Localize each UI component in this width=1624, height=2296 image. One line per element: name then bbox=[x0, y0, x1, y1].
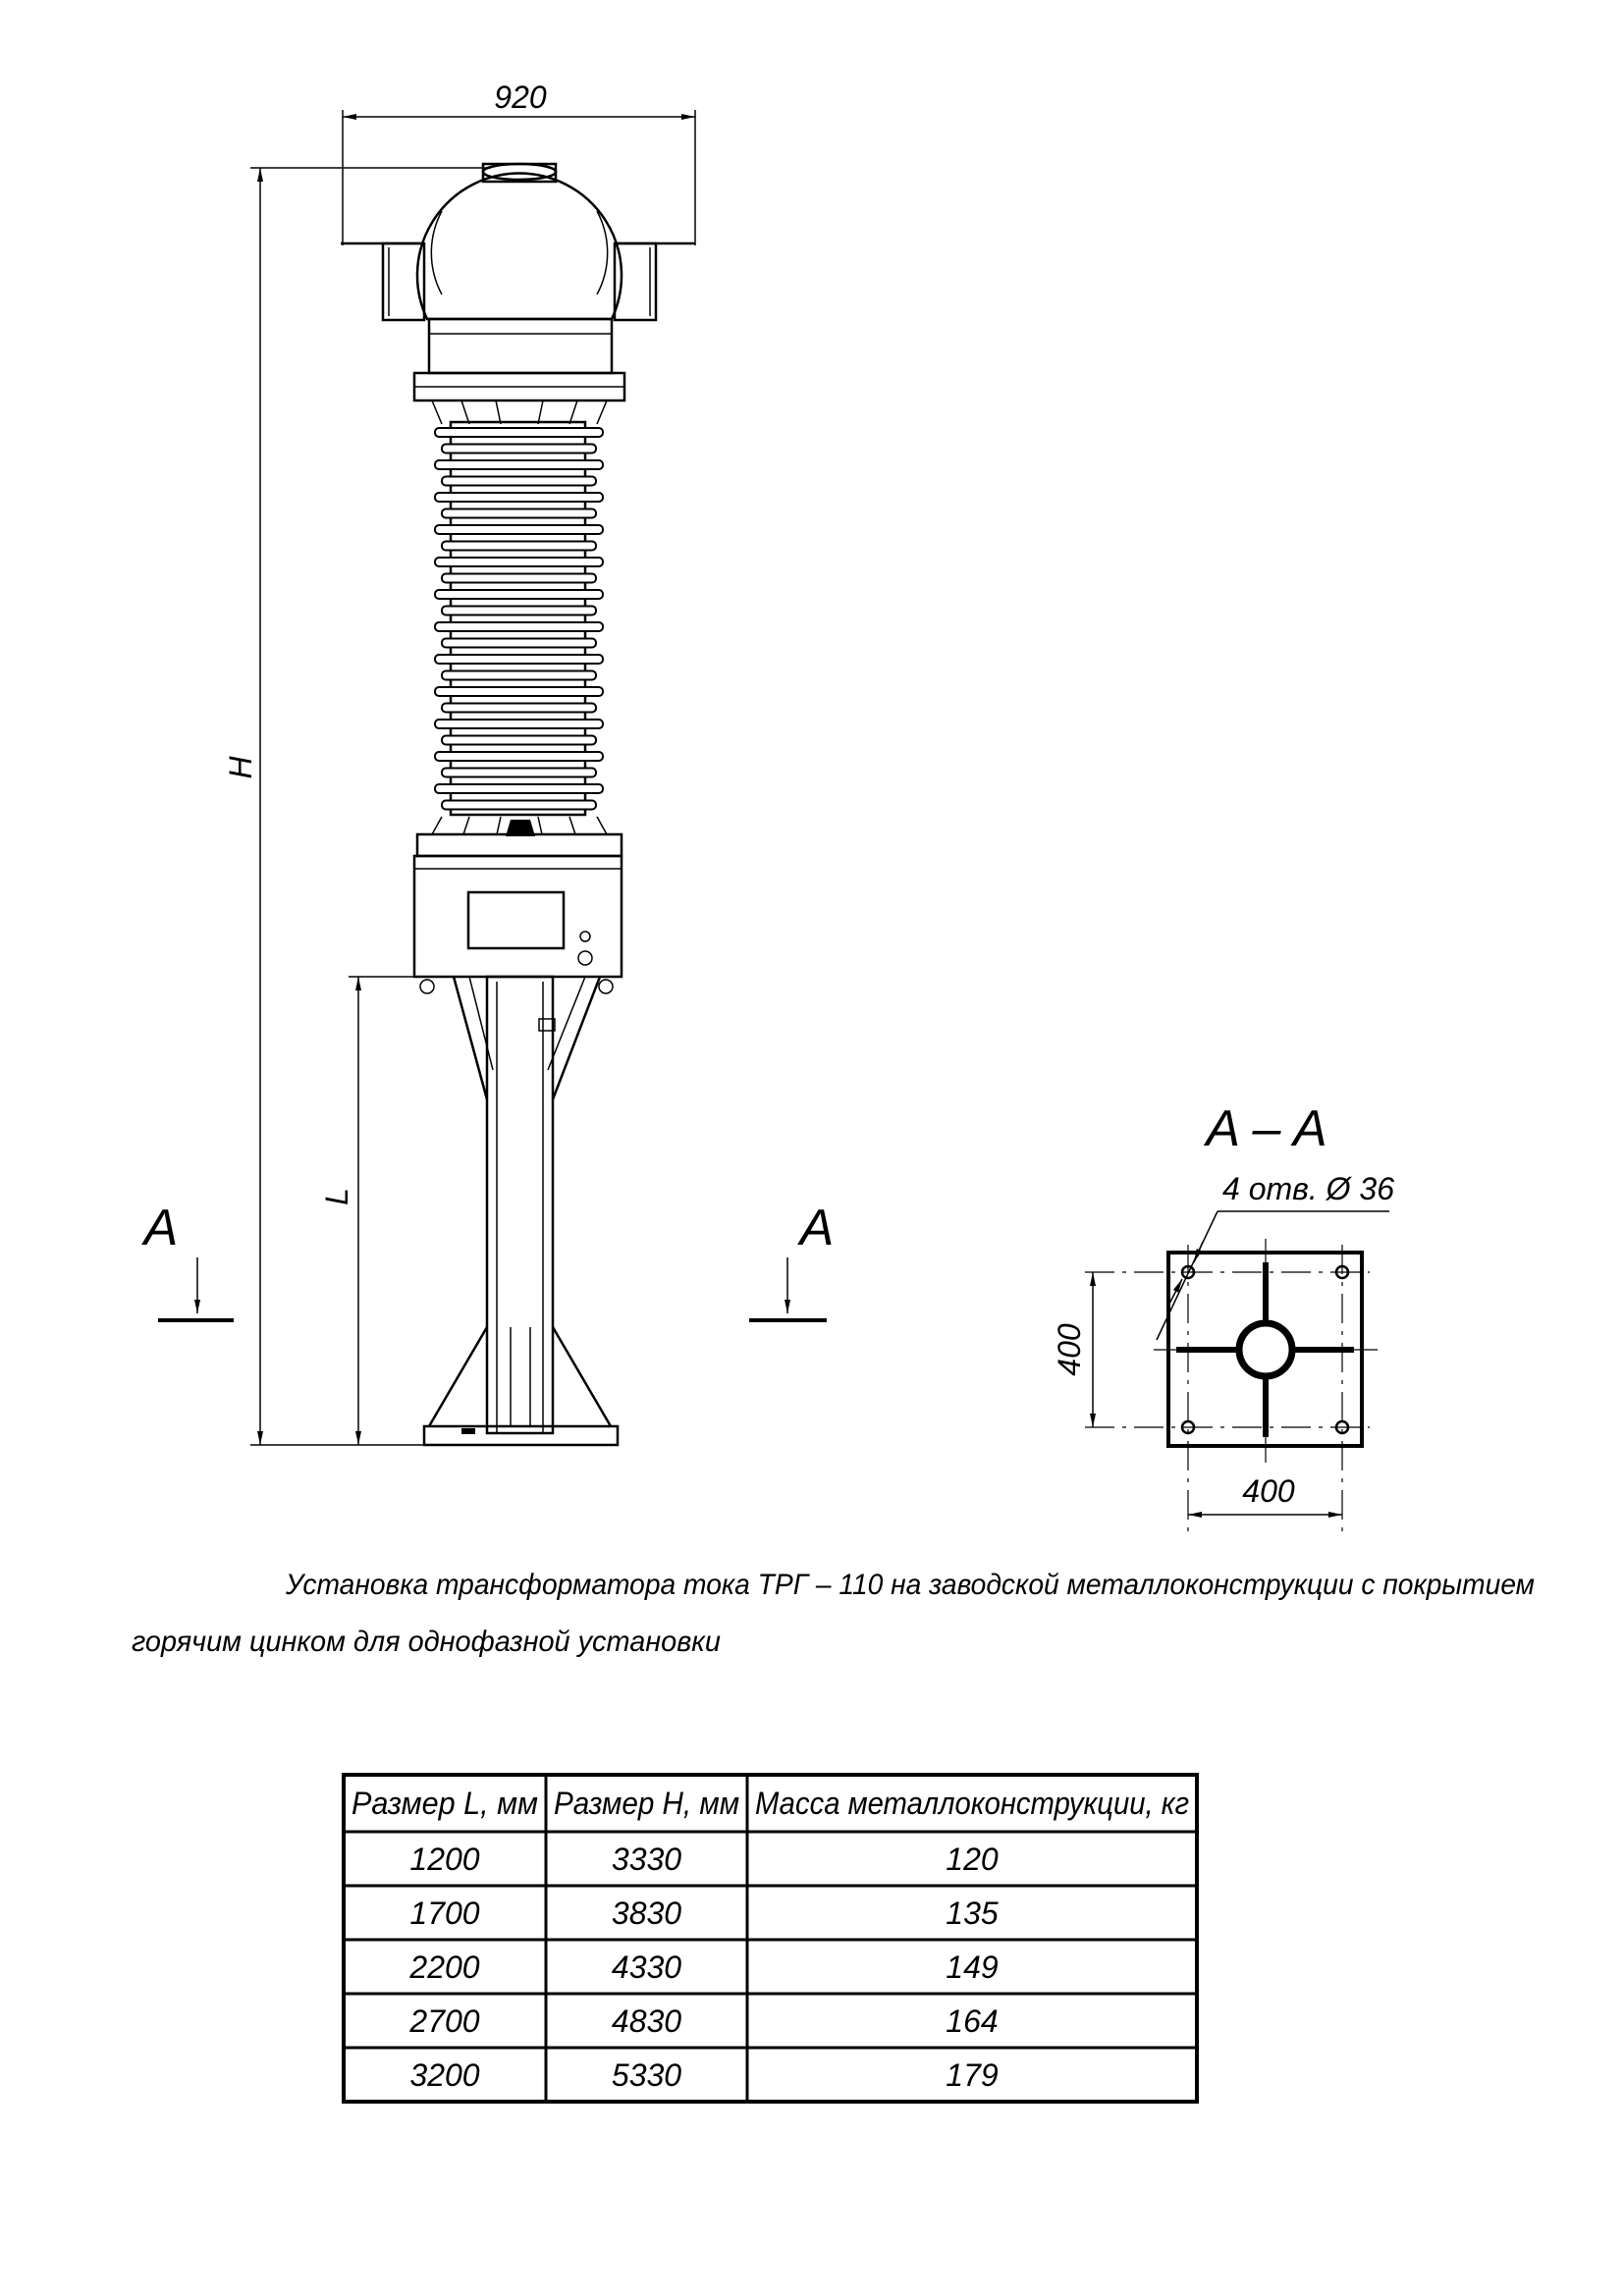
insulator-shed bbox=[435, 590, 603, 599]
insulator-shed bbox=[435, 622, 603, 631]
bolt-icon bbox=[580, 932, 590, 941]
insulator-shed bbox=[442, 542, 596, 551]
table-cell: 3830 bbox=[611, 1896, 682, 1931]
spec-table bbox=[344, 1775, 1197, 2102]
width-dim-label: 920 bbox=[494, 80, 547, 115]
transformer-view bbox=[341, 164, 695, 1445]
insulator-shed bbox=[442, 736, 596, 745]
dome bbox=[417, 174, 622, 319]
caption-line-2: горячим цинком для однофазной установки bbox=[132, 1626, 722, 1658]
table-header-cell: Размер H, мм bbox=[554, 1786, 740, 1821]
bolt-icon bbox=[578, 951, 592, 965]
nameplate bbox=[468, 892, 564, 948]
table-row bbox=[409, 2057, 998, 2093]
table-cell: 4330 bbox=[611, 1949, 682, 1985]
table-cell: 164 bbox=[946, 2003, 999, 2039]
plate-width-dim: 400 bbox=[1242, 1473, 1295, 1509]
table-row bbox=[409, 1842, 998, 1877]
width-dimension bbox=[343, 80, 695, 245]
terminal-bracket-right bbox=[615, 243, 695, 320]
insulator-shed bbox=[442, 445, 596, 454]
section-marker-left bbox=[141, 1200, 234, 1320]
insulator-shed bbox=[442, 639, 596, 648]
holes-note: 4 отв. Ø 36 bbox=[1222, 1171, 1394, 1206]
insulator-shed bbox=[435, 752, 603, 761]
insulator-shed bbox=[435, 720, 603, 728]
support-structure bbox=[424, 977, 618, 1445]
table-row bbox=[409, 1896, 998, 1931]
height-dim-label: H bbox=[223, 756, 258, 779]
insulator-shed bbox=[435, 558, 603, 566]
insulator-shed bbox=[435, 525, 603, 534]
table-cell: 3330 bbox=[611, 1842, 682, 1877]
table-cell: 5330 bbox=[611, 2057, 682, 2093]
table-cell: 3200 bbox=[409, 2057, 480, 2093]
lower-flange bbox=[417, 834, 622, 856]
insulator-shed bbox=[442, 607, 596, 615]
insulator-shed bbox=[442, 509, 596, 518]
terminal-bracket-left bbox=[341, 243, 424, 320]
insulator-shed bbox=[442, 801, 596, 810]
table-row bbox=[408, 2003, 998, 2039]
insulator-shed bbox=[442, 574, 596, 583]
table-cell: 149 bbox=[946, 1949, 999, 1985]
insulator-shed bbox=[442, 704, 596, 713]
insulator-shed bbox=[435, 460, 603, 469]
section-mark-right-label: A bbox=[799, 1200, 835, 1256]
insulator-sheds bbox=[435, 428, 603, 810]
plate-height-dim: 400 bbox=[1052, 1323, 1087, 1376]
pillar-section bbox=[1239, 1323, 1292, 1376]
table-cell: 2200 bbox=[409, 1949, 480, 1985]
table-cell: 1700 bbox=[409, 1896, 480, 1931]
table-cell: 2700 bbox=[409, 2003, 480, 2039]
insulator-shed bbox=[435, 687, 603, 696]
leg-dimension bbox=[319, 977, 422, 1445]
insulator-shed bbox=[442, 769, 596, 777]
section-title: A – A bbox=[1206, 1100, 1327, 1157]
table-cell: 135 bbox=[946, 1896, 999, 1931]
section-view bbox=[1052, 1100, 1394, 1531]
collar bbox=[429, 319, 612, 373]
table-cell: 1200 bbox=[409, 1842, 480, 1877]
leg-dim-label: L bbox=[319, 1188, 354, 1205]
table-row bbox=[408, 1949, 998, 1985]
table-cell: 179 bbox=[946, 2057, 999, 2093]
insulator-shed bbox=[435, 428, 603, 437]
table-cell: 120 bbox=[946, 1842, 999, 1877]
table-cell: 4830 bbox=[611, 2003, 682, 2039]
caption-line-1: Установка трансформатора тока ТРГ – 110 на заводской металлоконструкции с покрытием bbox=[285, 1569, 1535, 1601]
section-marker-right bbox=[749, 1200, 834, 1320]
insulator-shed bbox=[435, 655, 603, 664]
table-header-cell: Масса металлоконструкции, кг bbox=[755, 1786, 1190, 1821]
insulator-shed bbox=[442, 671, 596, 680]
table-header-cell: Размер L, мм bbox=[352, 1786, 539, 1821]
insulator-shed bbox=[442, 477, 596, 486]
insulator-shed bbox=[435, 784, 603, 793]
section-mark-left-label: A bbox=[143, 1200, 179, 1256]
secondary-box bbox=[414, 856, 622, 977]
insulator-shed bbox=[435, 493, 603, 502]
